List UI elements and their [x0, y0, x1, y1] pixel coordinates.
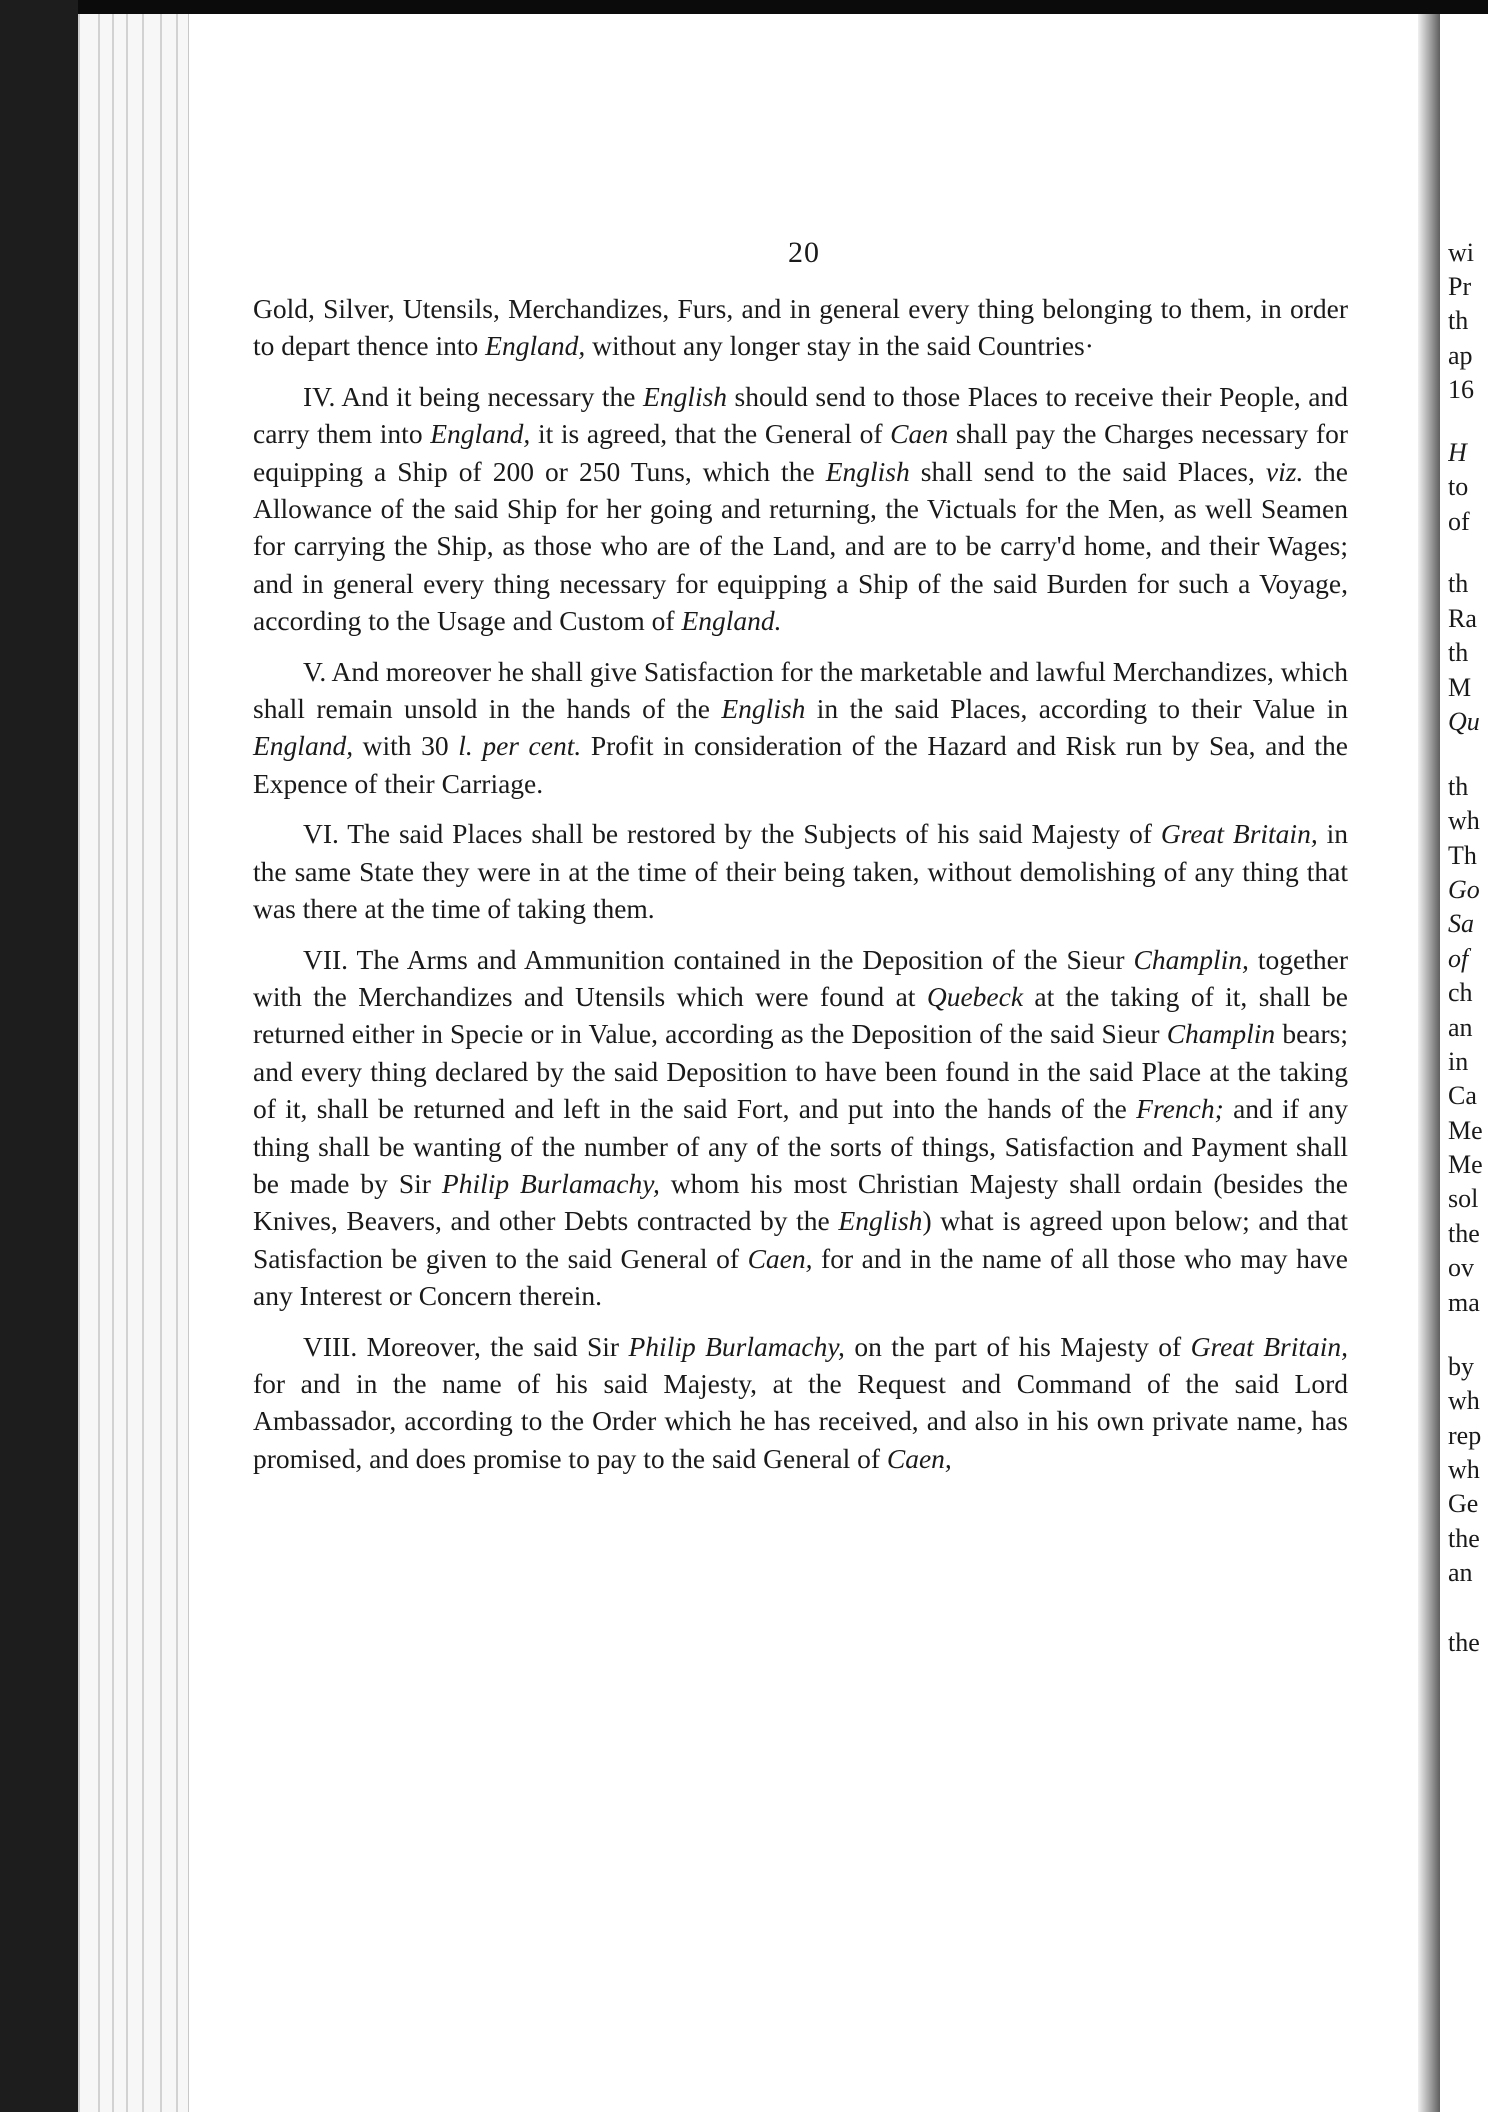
page-edge-line	[112, 14, 114, 2112]
book-gutter	[1418, 14, 1440, 2112]
italic-run: England,	[430, 418, 531, 450]
facing-page-fragment: ma	[1448, 1288, 1480, 1317]
italic-run: Philip Burlamachy,	[441, 1167, 660, 1199]
facing-page-fragment: Me	[1448, 1116, 1483, 1145]
facing-page-fragment: Ra	[1448, 604, 1477, 633]
text-run: shall send to the said Places,	[909, 455, 1266, 487]
text-run: on the part of his Majesty of	[844, 1330, 1191, 1362]
paragraph	[253, 941, 1348, 1315]
text-run: without any longer stay in the said Countries·	[585, 330, 1094, 362]
paragraph	[253, 815, 1348, 927]
facing-page-fragment: th	[1448, 638, 1469, 667]
text-run: shall pay the Charges necessary for equipping a Ship of 200 or 250 Tuns, which the	[253, 418, 1348, 487]
facing-page-fragment: Sa	[1448, 909, 1474, 938]
italic-run: Caen	[890, 418, 949, 450]
page-number: 20	[788, 236, 820, 269]
facing-page-fragment: Ge	[1448, 1489, 1479, 1518]
facing-page-fragment: by	[1448, 1352, 1474, 1381]
text-run: and if any thing shall be wanting of the number of any of the sorts of things, Satisfaction and Payment shall be made by Sir	[253, 1093, 1349, 1199]
italic-run: England.	[681, 605, 782, 637]
italic-run: England,	[485, 330, 586, 362]
paragraph	[253, 290, 1348, 365]
facing-page-fragment: M	[1448, 673, 1472, 702]
text-run: bears; and every thing declared by the said Deposition to have been found in the said Place at the taking of it, shall be returned and left in the said Fort, and put into the hands of the	[253, 1018, 1348, 1125]
facing-page-fragment: the	[1448, 1219, 1480, 1248]
text-run: the Allowance of the said Ship for her going and returning, the Victuals for the Men, as well Seamen for carrying the Ship, as those who are of the Land, and are to be carry'd home, and their Wages; and in general every thing necessary for equipping a Ship of the said Burden for such a Voyage, according to the Usage and Custom of	[253, 455, 1348, 637]
page-edge-line	[142, 14, 144, 2112]
text-run: in the said Places, according to their Value in	[805, 693, 1349, 725]
facing-page-fragment: Qu	[1448, 707, 1480, 736]
facing-page-fragment: th	[1448, 306, 1469, 335]
italic-run: l. per cent.	[458, 730, 582, 762]
facing-page-fragment: wh	[1448, 1455, 1480, 1484]
text-run: it is agreed, that the General of	[530, 418, 891, 450]
paragraph	[253, 653, 1348, 803]
italic-run: Quebeck	[926, 980, 1024, 1012]
scan-top-border	[0, 0, 1488, 14]
paragraph	[253, 1328, 1348, 1478]
page-stack-edges	[78, 14, 190, 2112]
facing-page-fragment: sol	[1448, 1184, 1479, 1213]
text-run: VI. The said Places shall be restored by the Subjects of his said Majesty of	[303, 818, 1161, 850]
facing-page-fragment: Me	[1448, 1150, 1483, 1179]
facing-page-fragment: wh	[1448, 1386, 1480, 1415]
facing-page-fragment: Th	[1448, 841, 1477, 870]
text-run: together with the Merchandizes and Utensils which were found at	[253, 943, 1348, 1012]
page-edge-line	[126, 14, 128, 2112]
facing-page-fragment: 16	[1448, 375, 1474, 404]
italic-run: viz.	[1265, 455, 1304, 487]
facing-page-fragment: ov	[1448, 1253, 1474, 1282]
italic-run: Champlin	[1166, 1018, 1276, 1050]
italic-run: England,	[253, 730, 354, 762]
facing-page-fragment: to	[1448, 472, 1469, 501]
paragraph	[253, 378, 1348, 640]
facing-page-fragment: th	[1448, 569, 1469, 598]
italic-run: French;	[1136, 1093, 1224, 1125]
text-run: VIII. Moreover, the said Sir	[303, 1330, 629, 1362]
facing-page-fragment: an	[1448, 1013, 1473, 1042]
facing-page-fragment: of	[1448, 944, 1469, 973]
text-run: V. And moreover he shall give Satisfaction for the marketable and lawful Merchandizes, which shall remain unsold in the hands of the	[253, 655, 1348, 725]
italic-run: English	[643, 380, 728, 412]
page-edge-line	[176, 14, 178, 2112]
text-run: in the same State they were in at the time of their being taken, without demolishing of any thing that was there at the time of taking them.	[253, 818, 1348, 925]
body-text	[253, 290, 1348, 1490]
page-edge-line	[160, 14, 162, 2112]
page-edge-line	[98, 14, 100, 2112]
facing-page-fragment: Go	[1448, 875, 1480, 904]
italic-run: Caen,	[747, 1242, 813, 1274]
text-run: should send to those Places to receive their People, and carry them into	[253, 380, 1348, 450]
facing-page-fragment: the	[1448, 1628, 1480, 1657]
facing-page-fragment: ap	[1448, 341, 1473, 370]
text-run: for and in the name of his said Majesty, at the Request and Command of the said Lord Ambassador, according to the Order which he has received, and also in his own private name, has promised, and does promise to pay to the said General of	[253, 1367, 1348, 1474]
text-run: VII. The Arms and Ammunition contained in the Deposition of the Sieur	[303, 943, 1134, 975]
facing-page-fragment: the	[1448, 1524, 1480, 1553]
facing-page-fragment: of	[1448, 507, 1470, 536]
facing-page-fragment: an	[1448, 1558, 1473, 1587]
text-run: for and in the name of all those who may have any Interest or Concern therein.	[253, 1242, 1348, 1312]
italic-run: Caen,	[886, 1442, 952, 1474]
facing-page-fragment: Pr	[1448, 272, 1472, 301]
facing-page-fragment: wi	[1448, 238, 1474, 267]
text-run: ) what is agreed upon below; and that Satisfaction be given to the said General of	[253, 1205, 1348, 1274]
italic-run: English	[825, 455, 910, 487]
italic-run: English	[721, 693, 806, 725]
facing-page-fragment: Ca	[1448, 1081, 1477, 1110]
text-run: with 30	[353, 730, 459, 762]
text-run: IV. And it being necessary the	[303, 380, 644, 412]
facing-page-fragment: ch	[1448, 978, 1473, 1007]
italic-run: Great Britain,	[1190, 1330, 1348, 1362]
facing-page-fragment: H	[1448, 438, 1467, 467]
facing-page-fragment: rep	[1448, 1421, 1482, 1450]
italic-run: Philip Burlamachy,	[628, 1330, 845, 1362]
italic-run: Great Britain,	[1160, 818, 1318, 850]
text-run: at the taking of it, shall be returned either in Specie or in Value, according as the Deposition of the said Sieur	[253, 980, 1348, 1050]
italic-run: Champlin,	[1133, 943, 1249, 975]
scan-left-border	[0, 0, 78, 2112]
facing-page-fragment: wh	[1448, 806, 1480, 835]
facing-page-fragment: in	[1448, 1047, 1469, 1076]
italic-run: English	[838, 1205, 923, 1237]
text-run: Gold, Silver, Utensils, Merchandizes, Furs, and in general every thing belonging to them, in order to depart thence into	[253, 293, 1348, 362]
text-run: Profit in consideration of the Hazard and Risk run by Sea, and the Expence of their Carriage.	[253, 730, 1349, 799]
facing-page-fragment: th	[1448, 772, 1469, 801]
text-run: whom his most Christian Majesty shall ordain (besides the Knives, Beavers, and other Debts contracted by the	[253, 1167, 1348, 1237]
